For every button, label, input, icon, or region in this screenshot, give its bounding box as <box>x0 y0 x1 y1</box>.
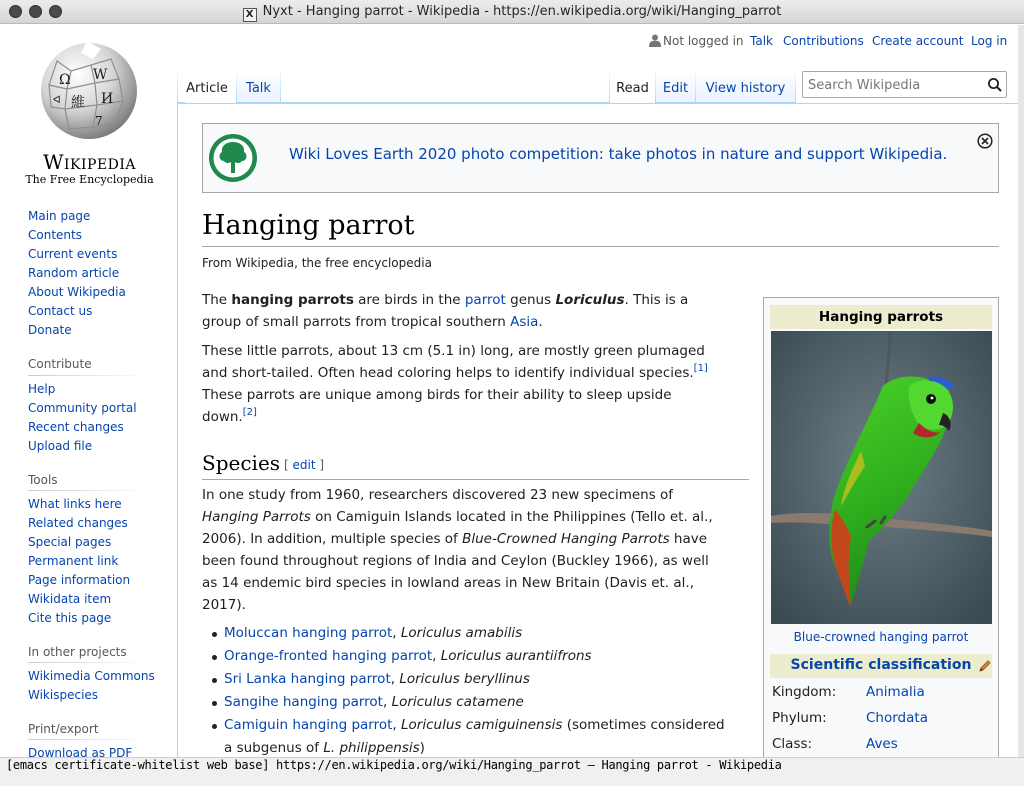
infobox <box>763 297 999 757</box>
taxonomy-rank: Phylum: <box>772 710 827 726</box>
sidebar-item-page-information[interactable]: Page information <box>28 573 131 587</box>
vertical-scrollbar[interactable] <box>1018 25 1024 757</box>
sidebar-heading-print-export[interactable]: Print/export <box>28 722 99 736</box>
text-line: on Camiguin Islands located in the Philippines (Tello et. al., <box>310 509 713 525</box>
species-link[interactable]: Camiguin hanging parrot <box>224 717 393 733</box>
search-icon[interactable] <box>987 77 1003 93</box>
section-heading-species <box>202 451 749 480</box>
tab-talk[interactable] <box>237 70 280 103</box>
wikipedia-logo[interactable] <box>22 37 157 186</box>
sidebar-item-help[interactable]: Help <box>28 382 56 396</box>
text-run: are birds in the <box>353 292 465 308</box>
search-input[interactable] <box>808 76 983 94</box>
separator: , <box>392 625 401 641</box>
bracket: ] <box>315 458 325 472</box>
parrot-image[interactable] <box>771 331 992 624</box>
text-line: down. <box>202 409 243 425</box>
section-heading-text: Species <box>202 451 281 475</box>
sidebar-item-wikimedia-commons[interactable]: Wikimedia Commons <box>28 669 155 683</box>
scientific-classification-link[interactable]: Scientific classification <box>790 657 972 673</box>
asia-link[interactable]: Asia <box>510 314 539 330</box>
bracket: [ <box>284 458 293 472</box>
scientific-name: Loriculus amabilis <box>400 625 523 641</box>
sidebar-item-upload-file[interactable]: Upload file <box>28 439 93 453</box>
sidebar-item-related-changes[interactable]: Related changes <box>28 516 128 530</box>
svg-text:ᐊ: ᐊ <box>53 95 61 106</box>
separator: , <box>432 648 441 664</box>
text-line: been found throughout regions of India and Ceylon (Buckley 1966), as well <box>202 553 709 569</box>
taxonomy-value-link[interactable]: Animalia <box>866 684 925 700</box>
tab-read[interactable] <box>610 70 655 103</box>
text-run: . <box>538 314 543 330</box>
tab-read-label: Read <box>616 81 649 96</box>
sidebar-item-contents[interactable]: Contents <box>28 228 82 242</box>
sitenotice-banner <box>202 123 999 193</box>
text-line: These little parrots, about 13 cm (5.1 in) long, are mostly green plumaged <box>202 343 705 359</box>
species-link[interactable]: Sangihe hanging parrot <box>224 694 383 710</box>
personal-talk-link[interactable]: Talk <box>750 34 773 48</box>
list-item <box>210 645 755 668</box>
x11-app-icon: X <box>243 8 257 22</box>
svg-text:W: W <box>93 67 108 83</box>
tab-article-label: Article <box>186 81 228 96</box>
scientific-name: Loriculus aurantiifrons <box>440 648 592 664</box>
tab-view-history[interactable] <box>696 70 795 103</box>
species-link[interactable]: Sri Lanka hanging parrot <box>224 671 391 687</box>
page-title: Hanging parrot <box>202 210 999 247</box>
list-item-continuation <box>210 737 755 757</box>
tab-article[interactable] <box>178 70 236 103</box>
sidebar-heading-contribute[interactable]: Contribute <box>28 357 92 371</box>
tab-separator <box>280 67 281 103</box>
text-run: ) <box>419 740 425 756</box>
sidebar-divider <box>28 739 150 740</box>
sidebar-item-random-article[interactable]: Random article <box>28 266 120 280</box>
reference-1-link[interactable]: [1] <box>693 363 708 374</box>
search-box <box>802 71 1007 98</box>
taxonomy-rank: Class: <box>772 736 813 752</box>
wikipedia-globe-icon <box>37 41 141 145</box>
taxonomy-rank: Kingdom: <box>772 684 837 700</box>
text-line: as 14 endemic bird species in lowland areas in New Britain (Davis et. al., <box>202 575 694 591</box>
italic-term: Hanging Parrots <box>202 509 311 525</box>
list-item <box>210 714 755 737</box>
section-edit <box>284 458 324 472</box>
sidebar-item-wikispecies[interactable]: Wikispecies <box>28 688 99 702</box>
text-line: 2017). <box>202 597 246 613</box>
scientific-name: L. philippensis <box>323 740 420 756</box>
text-line: and short-tailed. Often head coloring helps to identify individual species. <box>202 365 694 381</box>
description-paragraph <box>202 340 752 428</box>
user-icon <box>649 34 661 47</box>
infobox-image-caption[interactable]: Blue-crowned hanging parrot <box>793 630 969 644</box>
wikipedia-wordmark: Wikipedia <box>42 150 137 174</box>
list-item <box>210 691 755 714</box>
list-item <box>210 622 755 645</box>
note: (sometimes considered <box>562 717 725 733</box>
reference-2-link[interactable]: [2] <box>242 407 257 418</box>
taxonomy-value-link[interactable]: Aves <box>866 736 898 752</box>
wiki-loves-earth-logo-icon <box>208 133 258 183</box>
wikipedia-tagline: The Free Encyclopedia <box>25 173 154 186</box>
text-run: genus <box>505 292 556 308</box>
site-sub: From Wikipedia, the free encyclopedia <box>202 256 432 270</box>
close-icon[interactable] <box>977 133 993 149</box>
infobox-title: Hanging parrots <box>770 305 992 329</box>
intro-paragraph <box>202 289 742 333</box>
text-run: a subgenus of <box>224 740 324 756</box>
separator: , <box>390 671 400 687</box>
sidebar-heading-tools[interactable]: Tools <box>28 473 58 487</box>
tab-view-history-label: View history <box>705 81 786 96</box>
species-link[interactable]: Moluccan hanging parrot <box>224 625 393 641</box>
text-run: . This is a <box>624 292 689 308</box>
tab-baseline <box>280 102 610 103</box>
sidebar-item-download-pdf[interactable]: Download as PDF <box>28 746 133 757</box>
scientific-name: Loriculus beryllinus <box>399 671 530 687</box>
scientific-name: Loriculus catamene <box>391 694 524 710</box>
svg-text:7: 7 <box>95 114 103 128</box>
text-run: group of small parrots from tropical southern <box>202 314 511 330</box>
window-title <box>0 4 1024 22</box>
tab-edit-label: Edit <box>662 81 689 96</box>
section-edit-link[interactable]: edit <box>292 458 316 472</box>
sidebar-item-what-links-here[interactable]: What links here <box>28 497 122 511</box>
tab-edit[interactable] <box>656 70 695 103</box>
parrot-link[interactable]: parrot <box>464 292 506 308</box>
italic-term: Blue-Crowned Hanging Parrots <box>462 531 670 547</box>
text-line: These parrots are unique among birds for their ability to sleep upside <box>202 387 672 403</box>
pencil-icon[interactable] <box>978 659 992 673</box>
svg-text:Ω: Ω <box>59 72 71 88</box>
not-logged-in-label: Not logged in <box>663 34 744 48</box>
browser-viewport <box>0 25 1024 757</box>
sidebar-item-permanent-link[interactable]: Permanent link <box>28 554 119 568</box>
sidebar-item-cite-this-page[interactable]: Cite this page <box>28 611 112 625</box>
text-line: 2006). In addition, multiple species of <box>202 531 463 547</box>
separator: , <box>382 694 392 710</box>
sidebar-item-community-portal[interactable]: Community portal <box>28 401 137 415</box>
text-line: have <box>669 531 708 547</box>
genus-name: Loriculus <box>555 292 625 308</box>
sidebar-item-about-wikipedia[interactable]: About Wikipedia <box>28 285 126 299</box>
sidebar-item-special-pages[interactable]: Special pages <box>28 535 112 549</box>
sidebar-item-recent-changes[interactable]: Recent changes <box>28 420 124 434</box>
sidebar-divider <box>28 375 150 376</box>
tab-separator <box>795 67 796 103</box>
sitenotice-link[interactable]: Wiki Loves Earth 2020 photo competition: take photos in nature and support Wikipedia. <box>289 145 948 163</box>
status-bar-text: [emacs certificate-whitelist web base] https://en.wikipedia.org/wiki/Hanging_parrot — Hanging parrot - Wikipedia <box>6 758 782 772</box>
list-item <box>210 668 755 691</box>
separator: , <box>392 717 402 733</box>
scientific-classification-header <box>770 654 992 678</box>
svg-text:И: И <box>101 91 114 107</box>
text-run: The <box>202 292 232 308</box>
sidebar-item-donate[interactable]: Donate <box>28 323 72 337</box>
species-link[interactable]: Orange-fronted hanging parrot <box>224 648 433 664</box>
scientific-name: Loriculus camiguinensis <box>401 717 563 733</box>
species-list <box>210 622 755 757</box>
svg-text:維: 維 <box>71 95 85 111</box>
text-line: In one study from 1960, researchers discovered 23 new specimens of <box>202 487 674 503</box>
sidebar-divider <box>28 490 150 491</box>
sidebar-divider <box>28 662 150 663</box>
status-bar <box>0 757 1024 786</box>
sidebar-item-contact-us[interactable]: Contact us <box>28 304 93 318</box>
window-titlebar <box>0 0 1024 24</box>
sidebar-item-current-events[interactable]: Current events <box>28 247 118 261</box>
sidebar-item-wikidata-item[interactable]: Wikidata item <box>28 592 112 606</box>
contributions-link[interactable]: Contributions <box>783 34 864 48</box>
sidebar-heading-other-projects[interactable]: In other projects <box>28 645 127 659</box>
species-paragraph <box>202 484 757 616</box>
create-account-link[interactable]: Create account <box>872 34 964 48</box>
tab-talk-label: Talk <box>246 81 271 96</box>
taxonomy-value-link[interactable]: Chordata <box>866 710 928 726</box>
login-link[interactable]: Log in <box>971 34 1008 48</box>
window-title-text: Nyxt - Hanging parrot - Wikipedia - https://en.wikipedia.org/wiki/Hanging_parrot <box>262 4 782 19</box>
sidebar-item-main-page[interactable]: Main page <box>28 209 91 223</box>
bold-term: hanging parrots <box>231 292 354 308</box>
